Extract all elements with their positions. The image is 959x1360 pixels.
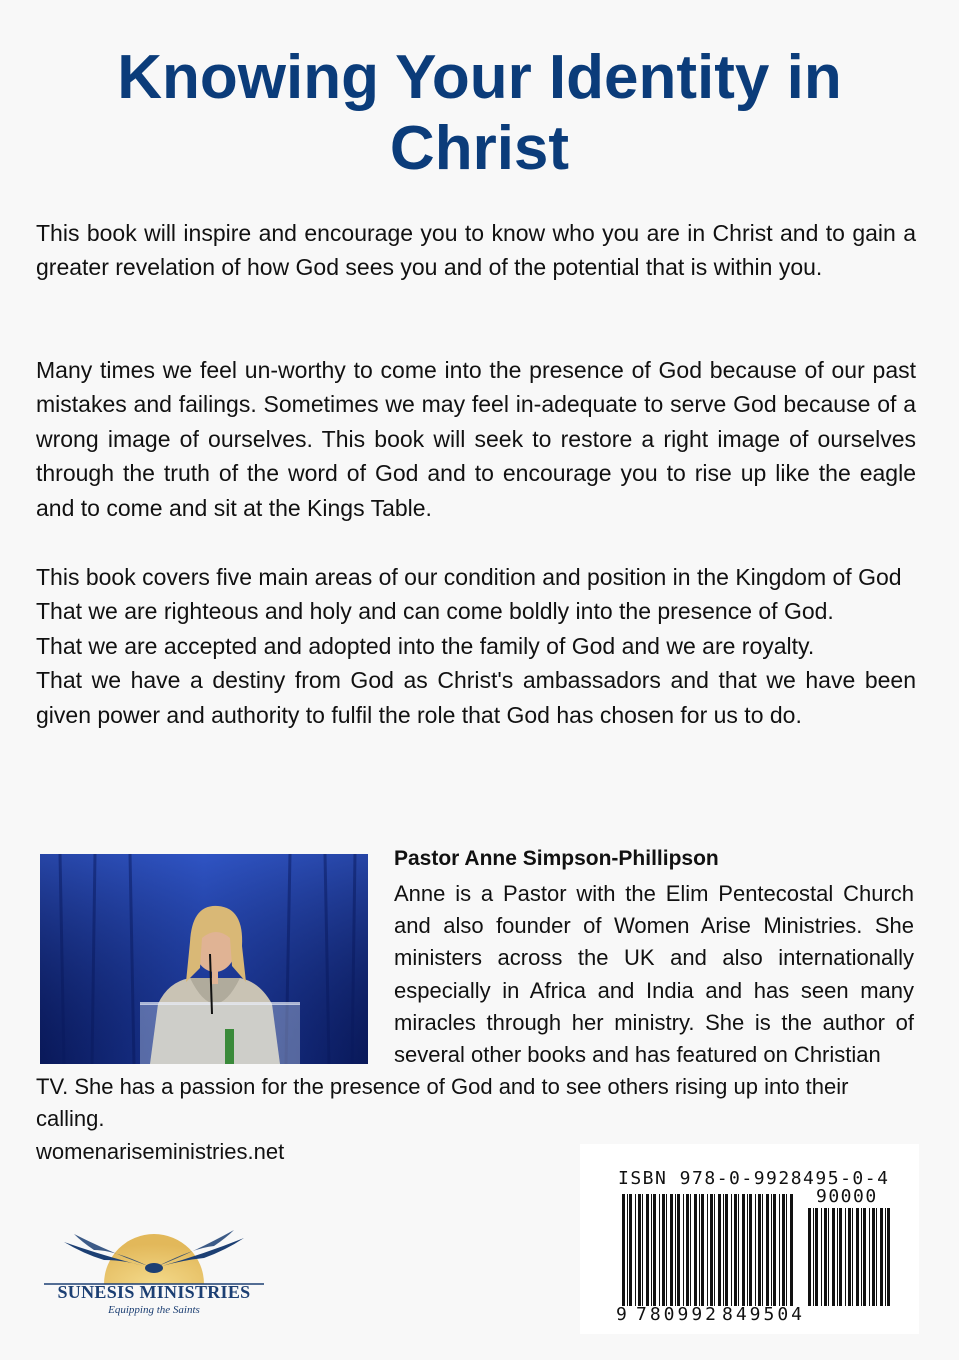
author-photo-image xyxy=(40,854,368,1064)
isbn-label: ISBN 978-0-9928495-0-4 xyxy=(618,1168,890,1189)
author-photo xyxy=(40,854,368,1064)
author-bio: Anne is a Pastor with the Elim Pentecostal Church and also founder of Women Arise Ministries. She ministers across the UK and also internationally especially in Africa and India and has seen many miracles through her ministry. She is the author of several other books and has featured on Christian xyxy=(394,881,914,1068)
barcode-lead-digit: 9 xyxy=(616,1304,627,1325)
description-paragraph-2: Many times we feel un-worthy to come into the presence of God because of our past mistakes and failings. Sometimes we may feel in-adequate to serve God because of a wrong image of ourselves. This book will seek to restore a right image of ourselves through the truth of the word of God and to encourage you to rise up like the eagle and to come and sit at the Kings Table. xyxy=(36,357,916,521)
barcode-digits-left: 780992 xyxy=(636,1304,720,1325)
area-item-1: That we are righteous and holy and can come boldly into the presence of God. xyxy=(36,598,834,625)
author-name: Pastor Anne Simpson-Phillipson xyxy=(394,847,719,870)
author-website: womenariseministries.net xyxy=(36,1139,285,1164)
book-title: Knowing Your Identity in Christ xyxy=(117,43,842,183)
description-paragraph-1: This book will inspire and encourage you to know who you are in Christ and to gain a greater revelation of how God sees you and of the potential that is within you. xyxy=(36,220,916,281)
isbn-barcode xyxy=(580,1144,919,1334)
area-item-2: That we are accepted and adopted into the family of God and we are royalty. xyxy=(36,632,815,659)
eagle-sun-logo-icon xyxy=(44,1226,264,1286)
author-bio-continued: TV. She has a passion for the presence of God and to see others rising up into their calling. xyxy=(36,1074,849,1132)
barcode-digits-right: 849504 xyxy=(722,1304,806,1325)
publisher-logo xyxy=(44,1226,264,1322)
price-addon-label: 90000 xyxy=(816,1186,878,1207)
publisher-name: SUNESIS MINISTRIES xyxy=(57,1282,251,1302)
areas-intro: This book covers five main areas of our condition and position in the Kingdom of God xyxy=(36,564,902,590)
publisher-tagline: Equipping the Saints xyxy=(108,1304,200,1316)
description-paragraph-3 xyxy=(36,560,916,732)
area-item-3: That we have a destiny from God as Christ's ambassadors and that we have been given power and authority to fulfil the role that God has chosen for us to do. xyxy=(36,667,916,728)
